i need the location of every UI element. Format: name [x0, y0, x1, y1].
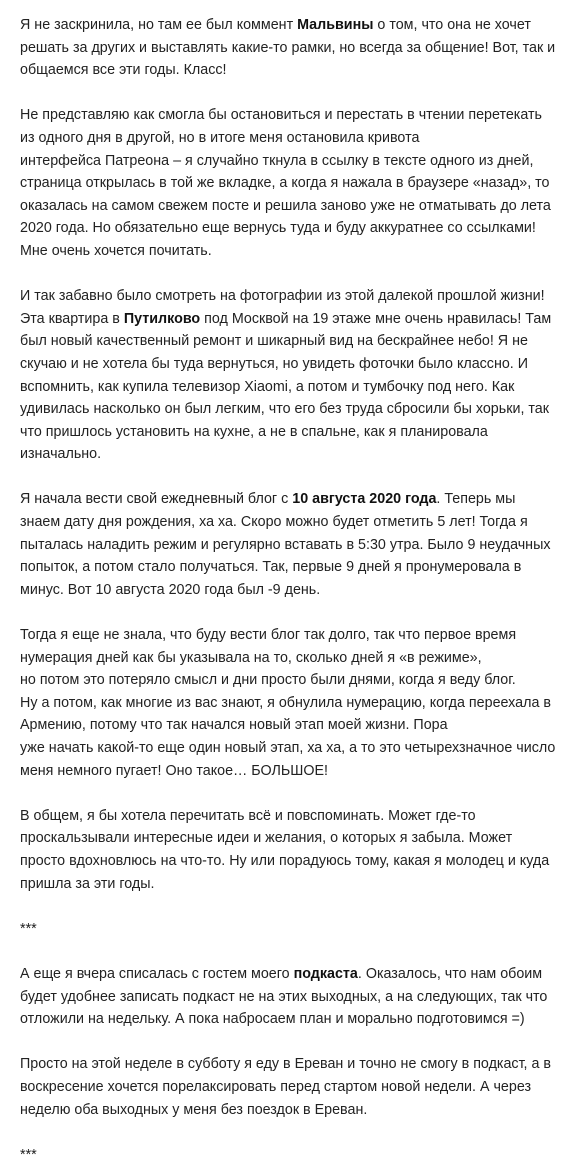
text-segment: А еще я вчера списалась с гостем моего	[20, 965, 294, 982]
paragraph-1	[20, 14, 556, 82]
text-segment: . Оказалось, что нам обоим будет удобнее записать подкаст не на этих выходных, а на следующих, так что отложили на недельку. А пока набросаем план и морально подготовимся =)	[20, 965, 548, 1028]
paragraph-7	[20, 963, 556, 1031]
text-line: уже начать какой-то еще один новый этап, ха ха, а то это четырехзначное число меня немного пугает! Оно такое… БОЛЬШОЕ!	[20, 740, 556, 779]
text-segment: о том, что она не хочет решать за других и выставлять какие-то рамки, но всегда за общение! Вот, так и общаемся все эти годы. Класс!	[20, 17, 556, 79]
text-segment: Я не заскринила, но там ее был коммент	[20, 17, 298, 33]
paragraph-6: В общем, я бы хотела перечитать всё и повспоминать. Может где-то проскальзывали интересные идеи и желания, о которых я забыла. Может просто вдохновлюсь на что-то. Ну или порадуюсь тому, какая я молодец и куда пришла за эти годы.	[20, 807, 550, 892]
text-line: но потом это потеряло смысл и дни просто были днями, когда я веду блог.	[20, 672, 516, 689]
text-segment: под Москвой на 19 этаже мне очень нравилась! Там был новый качественный ремонт и шикарный вид на бескрайнее небо! Я не скучаю и не хотела бы туда вернуться, но увидеть фоточки было классно. И вспомнить, как купила телевизор Xiaomi, а потом и тумбочку под него. Как удивилась насколько он был легким, что его без труда сбросили бы хорьки, так что пришлось установить на кухне, а не в спальне, как я планировала изначально.	[20, 310, 552, 463]
text-line: Тогда я еще не знала, что буду вести блог так долго, так что первое время нумерация дней как бы указывала на то, сколько дней я «в режиме»,	[20, 627, 517, 666]
text-segment: И так забавно было смотреть на фотографии из этой далекой прошлой жизни! Эта квартира в	[20, 288, 545, 327]
text-segment: Я начала вести свой ежедневный блог с	[20, 491, 293, 508]
paragraph-2	[20, 104, 556, 262]
bold-podcast: подкаста	[293, 965, 358, 982]
paragraph-8: Просто на этой неделе в субботу я еду в Ереван и точно не смогу в подкаст, а в воскресение хочется порелаксировать перед стартом новой недели. А через неделю оба выходных у меня без поездок в Ереван.	[20, 1056, 552, 1118]
section-separator: ***	[20, 920, 37, 937]
text-segment: . Теперь мы знаем дату дня рождения, ха ха. Скоро можно будет отметить 5 лет! Тогда я пыталась наладить режим и регулярно вставать в 5:30 утра. Было 9 неудачных попыток, а потом стало получаться. Так, первые 9 дней я пронумеровала в минус. Вот 10 августа 2020 года был -9 день.	[20, 491, 551, 598]
section-separator: ***	[20, 1146, 37, 1163]
paragraph-3	[20, 285, 556, 466]
bold-place-putilkovo: Путилково	[123, 310, 201, 327]
text-line: Ну а потом, как многие из вас знают, я обнулила нумерацию, когда переехала в Армению, потому что так начался новый этап моей жизни. Пора	[20, 694, 551, 734]
paragraph-4	[20, 488, 556, 601]
text-line: интерфейса Патреона – я случайно ткнула в ссылку в тексте одного из дней, страница открылась в той же вкладке, а когда я нажала в браузере «назад», то оказалась на самом свежем посте и решила заново уже не отматывать до лета 2020 года. Но обязательно еще вернусь туда и буду аккуратнее со ссылками! Мне очень хочется почитать.	[20, 152, 551, 259]
bold-date: 10 августа 2020 года	[292, 491, 437, 508]
bold-name-malvina: Мальвины	[297, 17, 374, 33]
text-line: Не представляю как смогла бы остановиться и перестать в чтении перетекать из одного дня в другой, но в итоге меня остановила кривота	[20, 107, 543, 146]
paragraph-5	[20, 624, 556, 782]
